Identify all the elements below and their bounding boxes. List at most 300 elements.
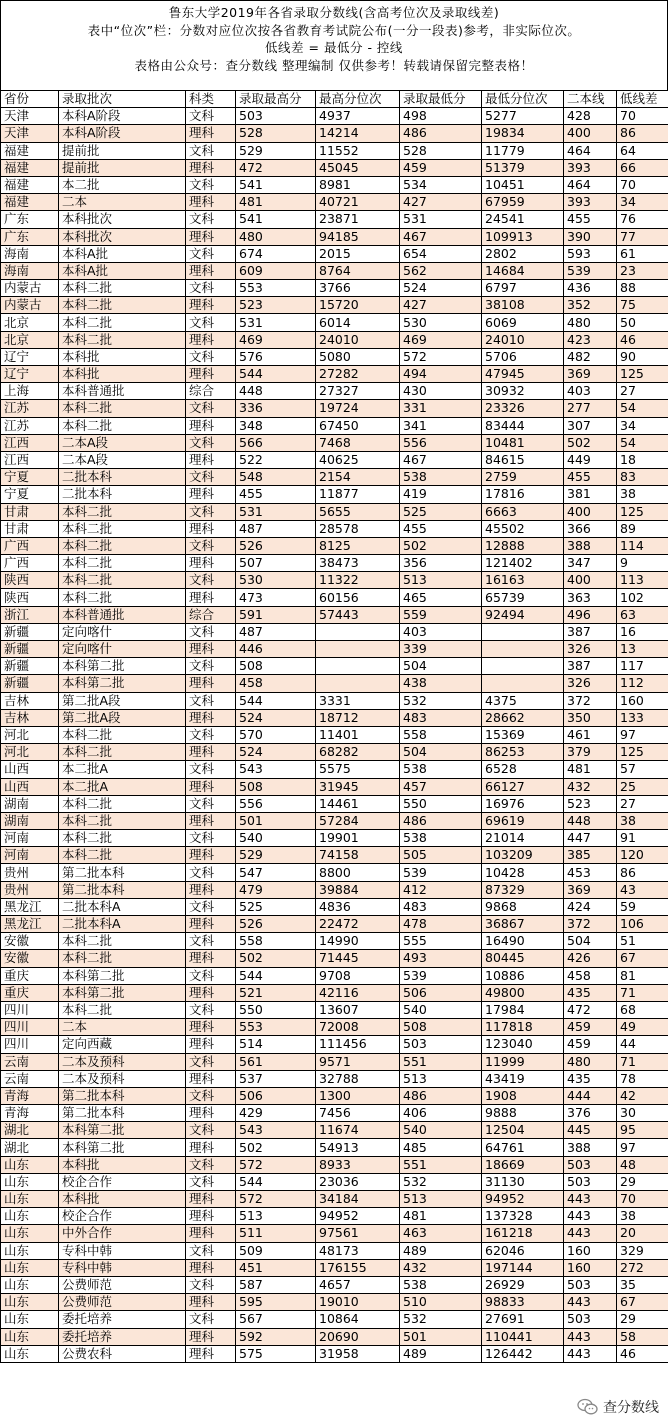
table-cell: 106 (617, 916, 668, 933)
table-cell: 2802 (482, 245, 564, 262)
table-row (1, 1139, 668, 1156)
table-cell: 532 (400, 1173, 482, 1190)
table-cell: 湖南 (1, 795, 59, 812)
table-cell: 426 (564, 950, 617, 967)
table-cell: 本科第二批 (59, 967, 186, 984)
table-cell: 505 (400, 847, 482, 864)
table-cell: 539 (400, 967, 482, 984)
table-cell: 436 (564, 280, 617, 297)
table-cell: 本科批次 (59, 228, 186, 245)
table-row (1, 297, 668, 314)
table-cell: 10886 (482, 967, 564, 984)
table-row (1, 1225, 668, 1242)
table-cell: 云南 (1, 1070, 59, 1087)
table-cell: 公费农科 (59, 1345, 186, 1362)
table-cell: 第二批A段 (59, 692, 186, 709)
table-cell: 435 (564, 1070, 617, 1087)
table-cell: 本科普通批 (59, 383, 186, 400)
table-cell: 本科普通批 (59, 606, 186, 623)
table-cell: 109913 (482, 228, 564, 245)
table-cell: 110441 (482, 1328, 564, 1345)
table-cell: 文科 (186, 898, 236, 915)
table-row (1, 228, 668, 245)
table-cell: 17984 (482, 1001, 564, 1018)
table-cell: 595 (236, 1294, 316, 1311)
table-cell (482, 641, 564, 658)
table-cell: 81 (617, 967, 668, 984)
table-cell: 4375 (482, 692, 564, 709)
table-cell: 山东 (1, 1173, 59, 1190)
table-cell: 5080 (316, 348, 400, 365)
table-cell: 558 (400, 726, 482, 743)
table-cell: 503 (400, 1036, 482, 1053)
table-cell (316, 658, 400, 675)
table-cell: 文科 (186, 469, 236, 486)
table-cell: 35 (617, 1276, 668, 1293)
table-cell: 570 (236, 726, 316, 743)
table-cell: 9708 (316, 967, 400, 984)
table-cell: 339 (400, 641, 482, 658)
table-cell: 文科 (186, 830, 236, 847)
table-cell: 文科 (186, 1087, 236, 1104)
table-cell: 376 (564, 1105, 617, 1122)
table-row (1, 503, 668, 520)
table-cell: 538 (400, 469, 482, 486)
table-cell: 9888 (482, 1105, 564, 1122)
table-cell: 352 (564, 297, 617, 314)
table-cell: 理科 (186, 1139, 236, 1156)
table-cell: 理科 (186, 262, 236, 279)
table-cell: 483 (400, 709, 482, 726)
table-cell: 20 (617, 1225, 668, 1242)
table-cell: 67 (617, 950, 668, 967)
table-cell: 本科二批 (59, 1001, 186, 1018)
table-cell: 400 (564, 503, 617, 520)
table-cell: 文科 (186, 1122, 236, 1139)
table-cell: 综合 (186, 383, 236, 400)
table-cell: 503 (236, 108, 316, 125)
table-cell: 22472 (316, 916, 400, 933)
table-cell: 406 (400, 1105, 482, 1122)
table-cell: 理科 (186, 641, 236, 658)
table-cell: 24010 (482, 331, 564, 348)
table-cell: 424 (564, 898, 617, 915)
table-cell: 21014 (482, 830, 564, 847)
table-cell: 49800 (482, 984, 564, 1001)
table-cell: 65739 (482, 589, 564, 606)
table-cell: 18 (617, 451, 668, 468)
table-cell: 67 (617, 1294, 668, 1311)
table-cell: 文科 (186, 348, 236, 365)
table-cell: 654 (400, 245, 482, 262)
table-cell: 524 (236, 744, 316, 761)
table-cell: 64761 (482, 1139, 564, 1156)
table-cell: 42116 (316, 984, 400, 1001)
table-cell: 356 (400, 555, 482, 572)
table-cell: 539 (400, 864, 482, 881)
table-cell: 509 (236, 1242, 316, 1259)
table-cell (316, 623, 400, 640)
table-cell: 67959 (482, 194, 564, 211)
table-cell: 26929 (482, 1276, 564, 1293)
table-cell: 464 (564, 142, 617, 159)
table-cell: 455 (564, 211, 617, 228)
table-cell: 定向喀什 (59, 623, 186, 640)
table-cell: 543 (236, 761, 316, 778)
table-cell: 12888 (482, 537, 564, 554)
table-cell: 674 (236, 245, 316, 262)
table-cell: 423 (564, 331, 617, 348)
table-cell: 543 (236, 1122, 316, 1139)
table-row (1, 726, 668, 743)
table-cell: 4657 (316, 1276, 400, 1293)
table-row (1, 348, 668, 365)
table-cell: 446 (236, 641, 316, 658)
table-cell: 辽宁 (1, 366, 59, 383)
table-cell: 529 (236, 847, 316, 864)
table-cell: 理科 (186, 331, 236, 348)
table-cell: 463 (400, 1225, 482, 1242)
table-row (1, 469, 668, 486)
table-cell: 68 (617, 1001, 668, 1018)
table-cell: 委托培养 (59, 1328, 186, 1345)
table-cell: 吉林 (1, 692, 59, 709)
table-cell: 443 (564, 1294, 617, 1311)
table-row (1, 176, 668, 193)
table-cell: 第二批本科 (59, 1087, 186, 1104)
table-cell: 1300 (316, 1087, 400, 1104)
table-cell: 70 (617, 176, 668, 193)
table-row (1, 709, 668, 726)
table-header-row (1, 91, 668, 108)
table-cell: 本二批A (59, 778, 186, 795)
table-cell: 理科 (186, 1036, 236, 1053)
table-row (1, 1259, 668, 1276)
table-cell: 甘肃 (1, 520, 59, 537)
table-row (1, 830, 668, 847)
column-header: 录取批次 (59, 91, 186, 108)
table-cell: 480 (564, 1053, 617, 1070)
table-cell: 90 (617, 348, 668, 365)
table-cell: 336 (236, 400, 316, 417)
table-cell: 23 (617, 262, 668, 279)
table-cell: 160 (564, 1242, 617, 1259)
table-cell: 388 (564, 1139, 617, 1156)
table-cell: 4937 (316, 108, 400, 125)
table-cell: 485 (400, 1139, 482, 1156)
table-cell: 11877 (316, 486, 400, 503)
table-row (1, 950, 668, 967)
table-cell: 二本 (59, 194, 186, 211)
table-cell: 29 (617, 1311, 668, 1328)
table-cell: 本科二批 (59, 400, 186, 417)
table-cell: 38473 (316, 555, 400, 572)
table-cell: 新疆 (1, 623, 59, 640)
table-cell: 理科 (186, 555, 236, 572)
table-cell: 10864 (316, 1311, 400, 1328)
table-cell: 111456 (316, 1036, 400, 1053)
table-cell: 326 (564, 675, 617, 692)
table-cell: 10428 (482, 864, 564, 881)
table-cell: 544 (236, 692, 316, 709)
table-cell: 文科 (186, 692, 236, 709)
table-cell: 31130 (482, 1173, 564, 1190)
table-cell: 593 (564, 245, 617, 262)
table-cell: 455 (564, 469, 617, 486)
table-cell: 校企合作 (59, 1173, 186, 1190)
table-cell: 文科 (186, 1173, 236, 1190)
table-cell: 137328 (482, 1208, 564, 1225)
table-cell: 86 (617, 864, 668, 881)
column-header: 省份 (1, 91, 59, 108)
table-cell: 本科批 (59, 1191, 186, 1208)
table-cell: 46 (617, 331, 668, 348)
table-cell: 372 (564, 916, 617, 933)
table-cell: 506 (236, 1087, 316, 1104)
table-cell: 430 (400, 383, 482, 400)
table-row (1, 280, 668, 297)
table-cell: 161218 (482, 1225, 564, 1242)
table-cell: 本科A批 (59, 245, 186, 262)
column-header: 录取最高分 (236, 91, 316, 108)
table-cell: 482 (564, 348, 617, 365)
table-cell: 理科 (186, 1225, 236, 1242)
table-row (1, 211, 668, 228)
table-row (1, 795, 668, 812)
table-cell: 387 (564, 658, 617, 675)
table-cell: 59 (617, 898, 668, 915)
table-cell: 二本及预科 (59, 1070, 186, 1087)
table-cell: 辽宁 (1, 348, 59, 365)
table-cell: 541 (236, 176, 316, 193)
table-row (1, 520, 668, 537)
table-cell: 467 (400, 451, 482, 468)
table-cell: 469 (236, 331, 316, 348)
table-cell: 50 (617, 314, 668, 331)
table-cell: 7468 (316, 434, 400, 451)
table-cell: 451 (236, 1259, 316, 1276)
table-cell: 38 (617, 1208, 668, 1225)
table-cell: 272 (617, 1259, 668, 1276)
table-cell: 文科 (186, 314, 236, 331)
table-cell: 487 (236, 623, 316, 640)
table-cell: 526 (236, 537, 316, 554)
table-cell (482, 658, 564, 675)
table-header-notes (0, 0, 668, 90)
table-cell: 16 (617, 623, 668, 640)
table-cell: 444 (564, 1087, 617, 1104)
table-cell: 天津 (1, 125, 59, 142)
table-cell: 503 (564, 1156, 617, 1173)
table-cell: 400 (564, 572, 617, 589)
table-cell: 宁夏 (1, 469, 59, 486)
table-cell: 理科 (186, 881, 236, 898)
table-cell: 定向西藏 (59, 1036, 186, 1053)
table-cell: 513 (400, 1191, 482, 1208)
table-cell: 58 (617, 1328, 668, 1345)
table-cell: 553 (236, 1019, 316, 1036)
table-cell: 本科第二批 (59, 1122, 186, 1139)
table-row (1, 142, 668, 159)
table-cell: 54 (617, 434, 668, 451)
table-cell: 69619 (482, 812, 564, 829)
table-cell: 理科 (186, 1019, 236, 1036)
table-cell: 中外合作 (59, 1225, 186, 1242)
table-cell: 43419 (482, 1070, 564, 1087)
table-cell: 理科 (186, 812, 236, 829)
table-cell: 39884 (316, 881, 400, 898)
table-cell: 理科 (186, 366, 236, 383)
column-header: 最高分位次 (316, 91, 400, 108)
table-cell: 天津 (1, 108, 59, 125)
table-cell: 38 (617, 486, 668, 503)
table-cell: 524 (400, 280, 482, 297)
table-cell: 487 (236, 520, 316, 537)
table-cell: 366 (564, 520, 617, 537)
table-cell: 523 (564, 795, 617, 812)
table-row (1, 967, 668, 984)
table-cell: 508 (236, 778, 316, 795)
table-cell: 97 (617, 726, 668, 743)
table-cell: 理科 (186, 451, 236, 468)
table-cell: 459 (400, 159, 482, 176)
table-cell: 本二批 (59, 176, 186, 193)
table-cell: 5655 (316, 503, 400, 520)
table-cell: 532 (400, 692, 482, 709)
table-cell: 443 (564, 1208, 617, 1225)
table-cell: 本科A批 (59, 262, 186, 279)
table-cell: 331 (400, 400, 482, 417)
table-row (1, 898, 668, 915)
table-cell: 文科 (186, 503, 236, 520)
table-cell: 理科 (186, 1191, 236, 1208)
watermark (574, 1396, 662, 1418)
table-cell: 498 (400, 108, 482, 125)
table-cell: 40721 (316, 194, 400, 211)
table-cell: 24010 (316, 331, 400, 348)
table-cell: 本科第二批 (59, 984, 186, 1001)
table-row (1, 847, 668, 864)
table-cell: 57284 (316, 812, 400, 829)
table-cell: 521 (236, 984, 316, 1001)
table-cell: 486 (400, 812, 482, 829)
table-cell: 86253 (482, 744, 564, 761)
table-cell: 2759 (482, 469, 564, 486)
table-cell: 综合 (186, 606, 236, 623)
table-cell: 二批本科A (59, 898, 186, 915)
table-cell: 472 (564, 1001, 617, 1018)
table-cell: 理科 (186, 744, 236, 761)
table-cell: 532 (400, 1311, 482, 1328)
table-cell: 348 (236, 417, 316, 434)
table-cell: 11552 (316, 142, 400, 159)
table-cell: 74158 (316, 847, 400, 864)
table-cell: 98833 (482, 1294, 564, 1311)
table-cell: 广西 (1, 537, 59, 554)
table-cell: 393 (564, 194, 617, 211)
table-row (1, 606, 668, 623)
table-cell: 文科 (186, 176, 236, 193)
table-cell: 494 (400, 366, 482, 383)
table-cell: 567 (236, 1311, 316, 1328)
table-row (1, 589, 668, 606)
table-cell: 文科 (186, 280, 236, 297)
table-row (1, 692, 668, 709)
table-row (1, 1208, 668, 1225)
table-cell: 78 (617, 1070, 668, 1087)
table-cell: 10451 (482, 176, 564, 193)
table-cell: 524 (236, 709, 316, 726)
table-cell: 16163 (482, 572, 564, 589)
table-row (1, 1345, 668, 1362)
table-cell: 19834 (482, 125, 564, 142)
table-cell: 63 (617, 606, 668, 623)
table-cell: 513 (400, 572, 482, 589)
table-cell: 537 (236, 1070, 316, 1087)
table-cell: 427 (400, 194, 482, 211)
table-cell: 429 (236, 1105, 316, 1122)
table-cell: 理科 (186, 778, 236, 795)
table-cell: 广西 (1, 555, 59, 572)
table-cell: 河南 (1, 830, 59, 847)
table-cell: 561 (236, 1053, 316, 1070)
table-cell (482, 623, 564, 640)
table-cell: 523 (236, 297, 316, 314)
table-row (1, 314, 668, 331)
table-cell: 本科A阶段 (59, 125, 186, 142)
table-cell: 2015 (316, 245, 400, 262)
table-cell: 540 (236, 830, 316, 847)
table-cell: 9 (617, 555, 668, 572)
table-row (1, 572, 668, 589)
table-cell: 84615 (482, 451, 564, 468)
table-cell: 19901 (316, 830, 400, 847)
table-row (1, 658, 668, 675)
table-cell: 551 (400, 1053, 482, 1070)
table-cell: 103209 (482, 847, 564, 864)
table-cell: 23036 (316, 1173, 400, 1190)
table-cell: 6069 (482, 314, 564, 331)
table-cell: 18669 (482, 1156, 564, 1173)
note-formula: 低线差 = 最低分 - 控线 (265, 40, 403, 55)
table-cell: 6528 (482, 761, 564, 778)
table-cell: 文科 (186, 434, 236, 451)
table-cell: 文科 (186, 1276, 236, 1293)
table-cell: 二本 (59, 1019, 186, 1036)
table-cell: 531 (236, 314, 316, 331)
table-cell: 513 (400, 1070, 482, 1087)
table-cell: 理科 (186, 709, 236, 726)
table-cell: 71 (617, 1053, 668, 1070)
table-cell: 112 (617, 675, 668, 692)
wechat-icon (577, 1398, 599, 1416)
table-cell: 465 (400, 589, 482, 606)
table-cell: 2154 (316, 469, 400, 486)
table-cell: 1908 (482, 1087, 564, 1104)
table-cell: 8933 (316, 1156, 400, 1173)
table-cell: 609 (236, 262, 316, 279)
table-cell: 120 (617, 847, 668, 864)
table-cell: 555 (400, 933, 482, 950)
table-cell: 503 (564, 1173, 617, 1190)
table-cell: 455 (400, 520, 482, 537)
table-row (1, 675, 668, 692)
table-cell: 507 (236, 555, 316, 572)
table-cell: 117818 (482, 1019, 564, 1036)
table-cell: 550 (400, 795, 482, 812)
table-cell: 113 (617, 572, 668, 589)
table-cell: 438 (400, 675, 482, 692)
